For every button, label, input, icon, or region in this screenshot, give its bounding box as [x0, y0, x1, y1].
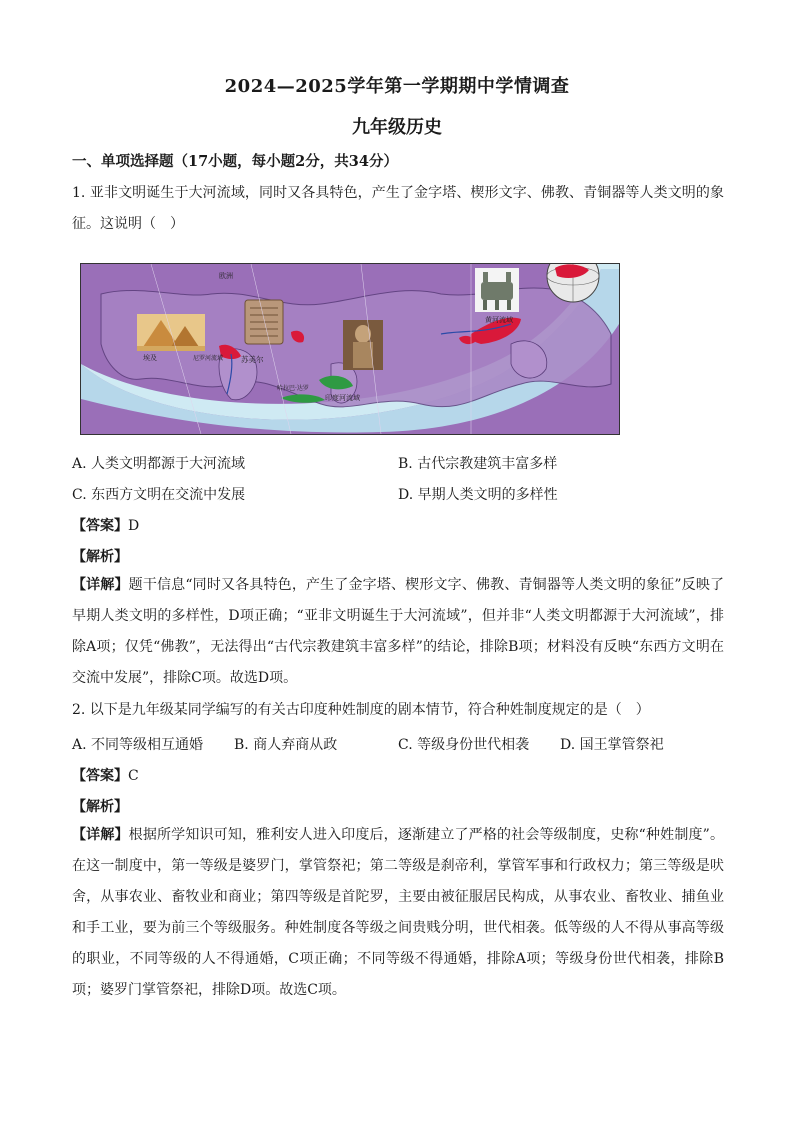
q2-option-c: C. 等级身份世代相袭 [398, 737, 530, 753]
cuneiform-tablet-image [245, 300, 283, 344]
q2-analysis-label [72, 796, 128, 816]
exam-subtitle: 九年级历史 [352, 117, 442, 138]
map-label-indus: 印度河流域 [325, 394, 360, 402]
bronze-ding-image [475, 268, 519, 312]
map-label-harappa: 哈拉巴·达罗 [277, 385, 309, 392]
q1-option-a: A. 人类文明都源于大河流域 [72, 456, 246, 472]
ancient-civilizations-map [80, 263, 620, 435]
q1-analysis-label [72, 546, 128, 566]
map-label-europe: 欧洲 [219, 272, 233, 280]
map-graphic [81, 264, 619, 434]
answer-value: C [128, 768, 139, 784]
q2-detail [72, 820, 724, 1006]
map-label-yellow-river: 黄河流域 [485, 316, 513, 324]
map-label-sumer: 苏美尔 [241, 355, 264, 364]
q2-option-b: B. 商人弃商从政 [234, 737, 338, 753]
q1-option-d: D. 早期人类文明的多样性 [398, 487, 558, 503]
analysis-label: 【解析】 [72, 549, 128, 565]
detail-label: 【详解】 [72, 577, 129, 593]
q1-answer [72, 515, 139, 535]
question-1-stem: 1. 亚非文明诞生于大河流域，同时又各具特色，产生了金字塔、楔形文字、佛教、青铜器等人类文明的象征。这说明（ ） [72, 185, 724, 232]
buddha-statue-image [343, 320, 383, 370]
detail-text: 题干信息“同时又各具特色，产生了金字塔、楔形文字、佛教、青铜器等人类文明的象征”反映了早期人类文明的多样性，D项正确；“亚非文明诞生于大河流域”，但并非“人类文明都源于大河流域”，排除A项；仅凭“佛教”，无法得出“古代宗教建筑丰富多样”的结论，排除B项；材料没有反映“东西方文明在交流中发展”，排除C项。故选D项。 [72, 577, 725, 686]
q2-option-d: D. 国王掌管祭祀 [560, 737, 664, 753]
exam-title: 2024—2025学年第一学期期中学情调查 [224, 76, 570, 97]
q1-option-c: C. 东西方文明在交流中发展 [72, 487, 246, 503]
q1-detail [72, 570, 724, 694]
answer-value: D [128, 518, 140, 534]
map-label-egypt: 埃及 [143, 354, 157, 362]
map-label-nile: 尼罗河流域 [193, 355, 224, 362]
q2-answer [72, 765, 139, 785]
section-heading: 一、单项选择题（17小题，每小题2分，共34分） [72, 153, 398, 170]
question-2-stem: 2. 以下是九年级某同学编写的有关古印度种姓制度的剧本情节，符合种姓制度规定的是（ ） [72, 702, 650, 718]
answer-label: 【答案】 [72, 768, 128, 784]
analysis-label: 【解析】 [72, 799, 128, 815]
answer-label: 【答案】 [72, 518, 128, 534]
detail-label: 【详解】 [72, 827, 129, 843]
detail-text: 根据所学知识可知，雅利安人进入印度后，逐渐建立了严格的社会等级制度，史称“种姓制度”。在这一制度中，第一等级是婆罗门，掌管祭祀；第二等级是刹帝利，掌管军事和行政权力；第三等级是吠舍，从事农业、畜牧业和商业；第四等级是首陀罗，主要由被征服居民构成，从事农业、畜牧业、捕鱼业和手工业，要为前三个等级服务。种姓制度各等级之间贵贱分明，世代相袭。低等级的人不得从事高等级的职业，不同等级的人不得通婚，C项正确；不同等级不得通婚，排除A项；等级身份世代相袭，排除B项；婆罗门掌管祭祀，排除D项。故选C项。 [72, 827, 725, 998]
q1-option-b: B. 古代宗教建筑丰富多样 [398, 456, 558, 472]
q2-option-a: A. 不同等级相互通婚 [72, 737, 204, 753]
